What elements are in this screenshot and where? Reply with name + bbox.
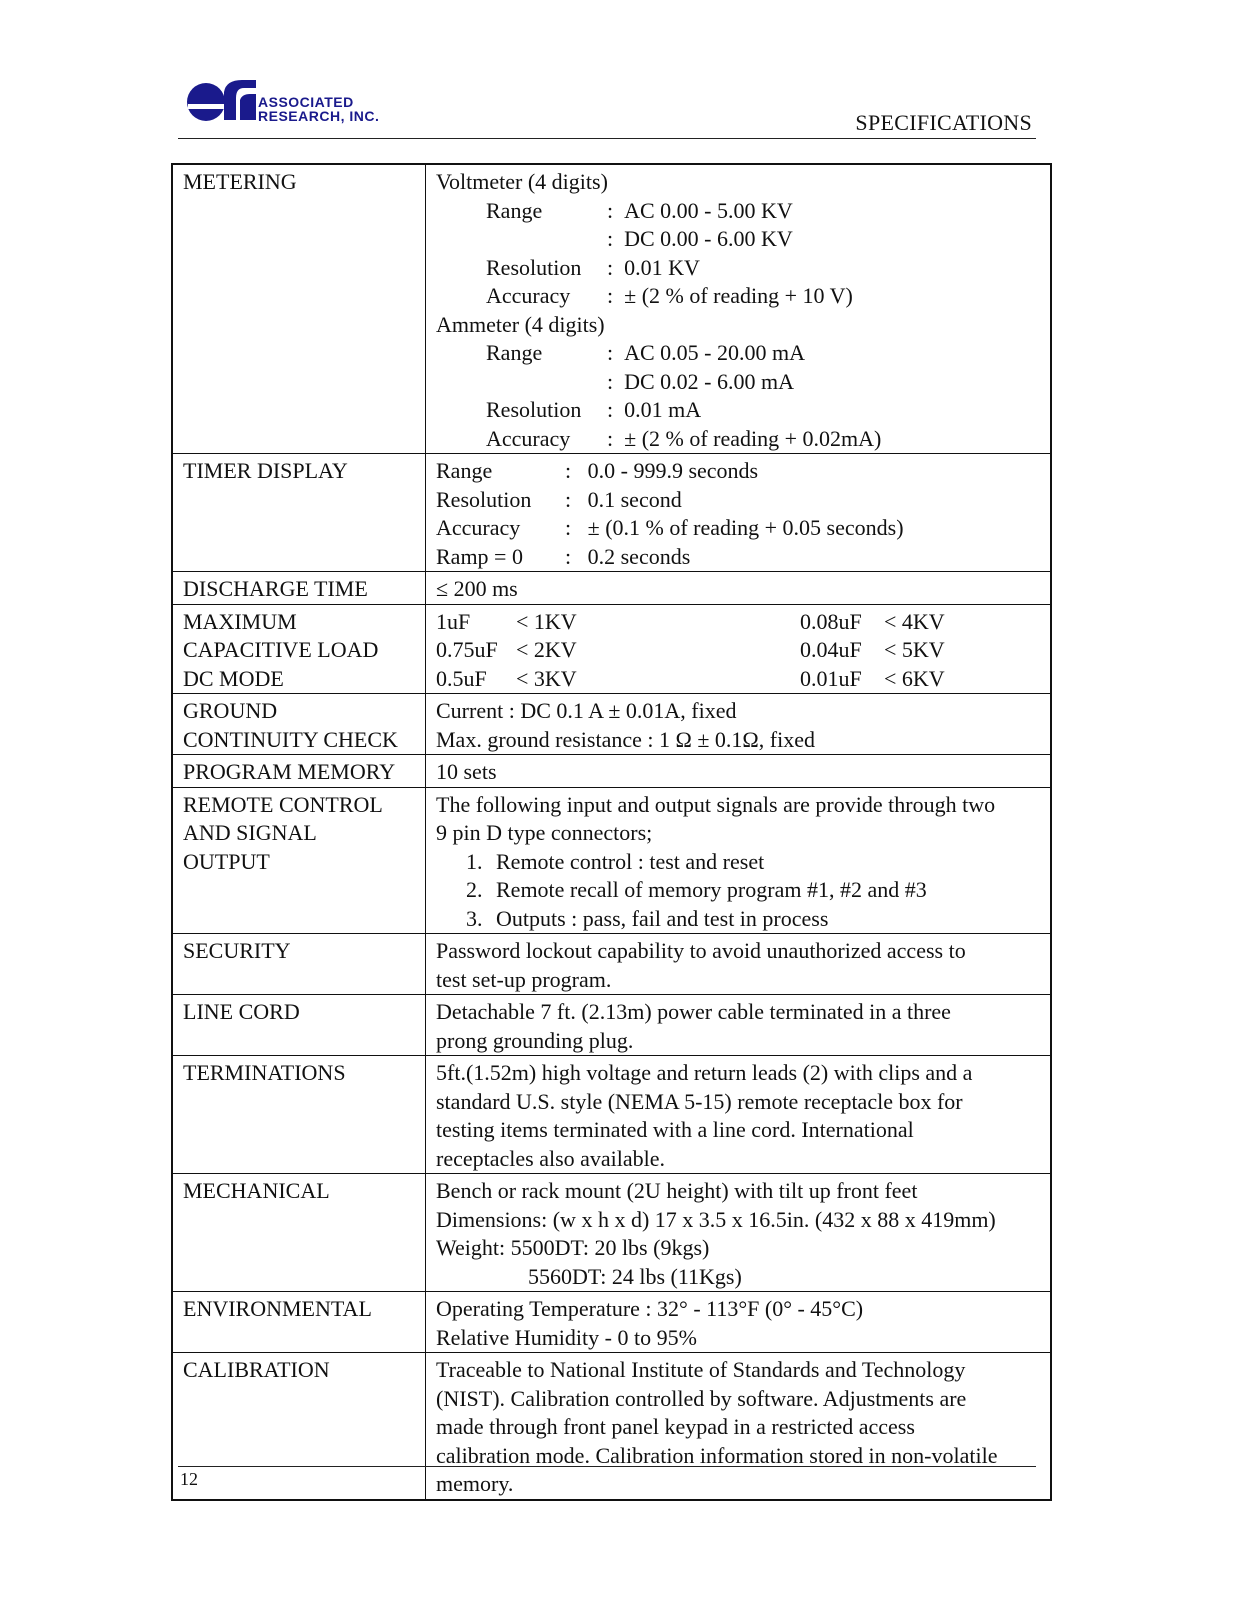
- ammeter-title: Ammeter (4 digits): [436, 311, 605, 337]
- spec-line: Resolution : 0.01 mA: [486, 397, 702, 422]
- spec-line: Range : AC 0.00 - 5.00 KV: [486, 197, 793, 223]
- table-row: [172, 604, 1051, 694]
- table-row: [172, 1056, 1051, 1174]
- table-row: [172, 1353, 1051, 1500]
- row-label: METERING: [172, 164, 426, 454]
- row-label: DISCHARGE TIME: [172, 572, 426, 605]
- company-logo: [186, 74, 416, 128]
- spec-line: Resolution : 0.01 KV: [486, 254, 700, 280]
- table-row: [172, 694, 1051, 755]
- logo-text-line2: RESEARCH, INC.: [258, 108, 380, 124]
- voltmeter-title: Voltmeter (4 digits): [436, 169, 608, 194]
- list-item: 2. Remote recall of memory program #1, #2 and #3: [466, 877, 927, 902]
- row-value: Password lockout capability to avoid unauthorized access to test set-up program.: [426, 934, 1052, 995]
- spec-line: : DC 0.00 - 6.00 KV: [607, 226, 793, 251]
- row-value: Bench or rack mount (2U height) with tilt up front feet Dimensions: (w x h x d) 17 x 3.5 x 16.5in. (432 x 88 x 419mm) Weight: 5500DT: 20 lbs (9kgs) 5560DT: 24 lbs (11Kgs): [426, 1174, 1052, 1292]
- page-number: 12: [180, 1469, 198, 1489]
- row-label: REMOTE CONTROL AND SIGNAL OUTPUT: [172, 787, 426, 934]
- logo-text-line1: ASSOCIATED: [258, 94, 354, 110]
- logo-mark-icon: [186, 74, 256, 128]
- list-item: 3. Outputs : pass, fail and test in process: [466, 905, 829, 931]
- row-label: TERMINATIONS: [172, 1056, 426, 1174]
- spec-line: 1uF < 1KV 0.08uF < 4KV: [436, 608, 945, 634]
- row-label: PROGRAM MEMORY: [172, 755, 426, 788]
- table-row: [172, 1174, 1051, 1292]
- row-value: Current : DC 0.1 A ± 0.01A, fixed Max. ground resistance : 1 Ω ± 0.1Ω, fixed: [426, 694, 1052, 755]
- spec-line: Resolution : 0.1 second: [436, 486, 682, 512]
- spec-line: 0.5uF < 3KV 0.01uF < 6KV: [436, 665, 945, 691]
- spec-line: Range : 0.0 - 999.9 seconds: [436, 458, 759, 483]
- table-row: [172, 572, 1051, 605]
- row-value: Operating Temperature : 32° - 113°F (0° - 45°C) Relative Humidity - 0 to 95%: [426, 1292, 1052, 1353]
- row-value: [426, 454, 1052, 572]
- spec-line: Ramp = 0 : 0.2 seconds: [436, 543, 691, 569]
- row-label: MAXIMUM CAPACITIVE LOAD DC MODE: [172, 604, 426, 694]
- row-value: [426, 164, 1052, 454]
- spec-line: Accuracy : ± (2 % of reading + 0.02mA): [486, 425, 882, 451]
- specifications-table: [171, 163, 1052, 1501]
- table-row: [172, 454, 1051, 572]
- table-row: [172, 934, 1051, 995]
- row-label: TIMER DISPLAY: [172, 454, 426, 572]
- header-divider: [178, 138, 1036, 139]
- row-label: ENVIRONMENTAL: [172, 1292, 426, 1353]
- page-title: SPECIFICATIONS: [855, 110, 1032, 135]
- row-value: 5ft.(1.52m) high voltage and return leads (2) with clips and a standard U.S. style (NEMA 5-15) remote receptacle box for testing items terminated with a line cord. International receptacles also available.: [426, 1056, 1052, 1174]
- table-row: [172, 164, 1051, 454]
- spec-line: Accuracy : ± (2 % of reading + 10 V): [486, 283, 853, 308]
- row-label: LINE CORD: [172, 995, 426, 1056]
- row-value: [426, 604, 1052, 694]
- spec-line: 0.75uF < 2KV 0.04uF < 5KV: [436, 637, 945, 662]
- spec-line: Range : AC 0.05 - 20.00 mA: [486, 340, 806, 365]
- row-value: Detachable 7 ft. (2.13m) power cable terminated in a three prong grounding plug.: [426, 995, 1052, 1056]
- table-row: [172, 995, 1051, 1056]
- row-label: MECHANICAL: [172, 1174, 426, 1292]
- table-row: [172, 1292, 1051, 1353]
- row-label: CALIBRATION: [172, 1353, 426, 1500]
- spec-line: : DC 0.02 - 6.00 mA: [607, 368, 795, 394]
- spec-line: Accuracy : ± (0.1 % of reading + 0.05 seconds): [436, 515, 904, 540]
- footer-divider: [178, 1466, 1036, 1467]
- row-value: Traceable to National Institute of Standards and Technology (NIST). Calibration controlled by software. Adjustments are made through front panel keypad in a restricted access calibration mode. Calibration information stored in non-volatile memory.: [426, 1353, 1052, 1500]
- row-label: SECURITY: [172, 934, 426, 995]
- list-item: 1. Remote control : test and reset: [466, 848, 765, 874]
- table-row: [172, 755, 1051, 788]
- row-label: GROUND CONTINUITY CHECK: [172, 694, 426, 755]
- table-row: [172, 787, 1051, 934]
- row-value: ≤ 200 ms: [426, 572, 1052, 605]
- row-value: The following input and output signals are provide through two 9 pin D type connectors; 1. Remote control : test and reset 2. Remote recall of memory program #1, #2 and #3 3. Outputs : pass, fail and test in process: [426, 787, 1052, 934]
- row-value: 10 sets: [426, 755, 1052, 788]
